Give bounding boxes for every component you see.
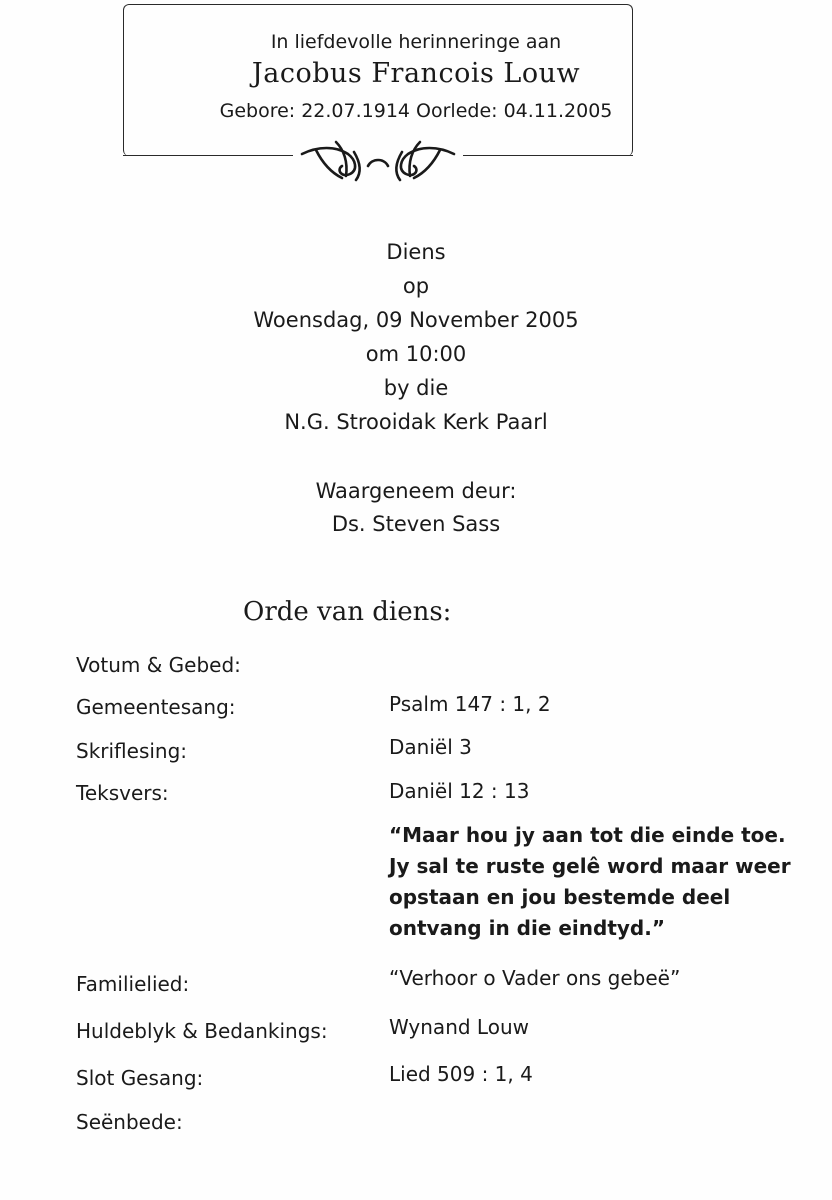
program-item-value: “Verhoor o Vader ons gebeë”	[389, 966, 681, 990]
deceased-name: Jacobus Francois Louw	[251, 58, 581, 89]
service-venue: N.G. Strooidak Kerk Paarl	[284, 410, 548, 434]
quote-line: opstaan en jou bestemde deel	[389, 885, 731, 909]
scroll-ornament-icon	[296, 132, 460, 184]
program-item-label: Skriflesing:	[76, 739, 188, 763]
program-item-value: Daniël 3	[389, 735, 472, 759]
program-item-label: Familielied:	[76, 972, 190, 996]
quote-line: “Maar hou jy aan tot die einde toe.	[389, 823, 786, 847]
officiant-name: Ds. Steven Sass	[331, 512, 501, 536]
officiant-label: Waargeneem deur:	[315, 479, 517, 503]
program-item-value: Daniël 12 : 13	[389, 779, 530, 803]
service-date: Woensdag, 09 November 2005	[253, 308, 579, 332]
program-item-value: Wynand Louw	[389, 1015, 529, 1039]
program-item-label: Teksvers:	[76, 781, 169, 805]
program-item-label: Huldeblyk & Bedankings:	[76, 1019, 328, 1043]
birth-death-dates: Gebore: 22.07.1914 Oorlede: 04.11.2005	[219, 100, 613, 122]
quote-line: ontvang in die eindtyd.”	[389, 916, 665, 940]
program-item-label: Votum & Gebed:	[76, 653, 241, 677]
scripture-quote	[389, 820, 809, 944]
program-item-label: Slot Gesang:	[76, 1066, 204, 1090]
frame-bottom-right-rule	[463, 155, 633, 156]
program-item-label: Gemeentesang:	[76, 695, 236, 719]
service-line: Diens	[386, 240, 446, 264]
frame-bottom-left-rule	[123, 155, 293, 156]
order-heading: Orde van diens:	[243, 597, 452, 627]
program-item-value: Psalm 147 : 1, 2	[389, 692, 551, 716]
program-item-value: Lied 509 : 1, 4	[389, 1062, 533, 1086]
service-time: om 10:00	[365, 342, 467, 366]
quote-line: Jy sal te ruste gelê word maar weer	[389, 854, 791, 878]
program-item-label: Seënbede:	[76, 1110, 183, 1134]
service-line: op	[402, 274, 430, 298]
memorial-intro: In liefdevolle herinneringe aan	[270, 31, 562, 53]
service-line: by die	[383, 376, 449, 400]
